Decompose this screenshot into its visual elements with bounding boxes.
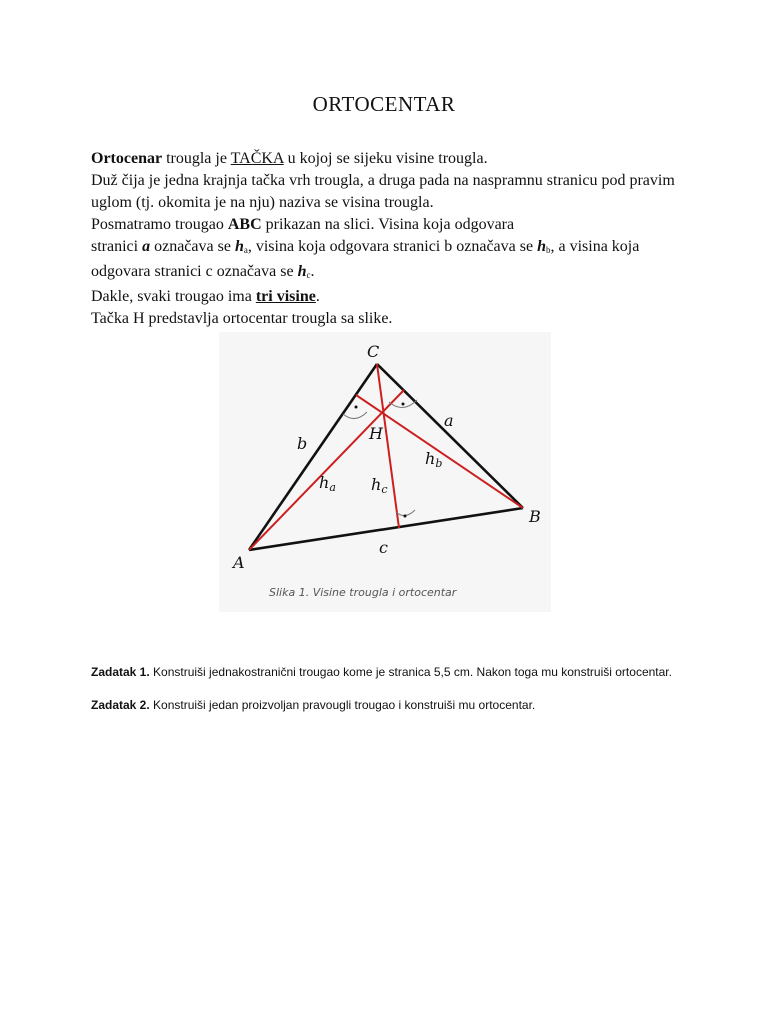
- three-altitudes-paragraph: [91, 286, 691, 308]
- task-2-text: Konstruiši jedan proizvoljan pravougli trougao i konstruiši mu ortocentar.: [149, 698, 536, 712]
- vertex-label-a: A: [233, 553, 245, 572]
- definition-paragraph: [91, 148, 691, 170]
- page-title: ORTOCENTAR: [312, 92, 456, 116]
- task-1-text: Konstruiši jednakostranični trougao kome je stranica 5,5 cm. Nakon toga mu konstruiši ortocentar.: [149, 665, 672, 679]
- notation-text-3: stranici: [91, 238, 143, 255]
- notation-text-6: , a visina koja odgovara stranici c označava se: [91, 238, 640, 280]
- notation-paragraph: [91, 214, 691, 286]
- triangle-name: ABC: [227, 216, 262, 233]
- right-angle-dot-a: [402, 403, 405, 406]
- hb-symbol: h: [537, 238, 546, 255]
- notation-text-2: prikazan na slici. Visina koja odgovara: [261, 216, 515, 233]
- altitude-definition-paragraph: Duž čija je jedna krajnja tačka vrh trougla, a druga pada na naspramnu stranicu pod pravim uglom (tj. okomita je na nju) naziva se visina trougla.: [91, 172, 675, 211]
- right-angle-dot-b: [355, 406, 358, 409]
- three-altitudes-end: .: [315, 288, 320, 305]
- task-2: [91, 695, 691, 716]
- task-2-label: Zadatak 2.: [91, 698, 150, 712]
- notation-text-4: označava se: [150, 238, 235, 255]
- task-1: [91, 662, 691, 683]
- hb-subscript: b: [545, 245, 551, 255]
- right-angle-dot-c: [404, 515, 407, 518]
- term-ortocentar: Ortocenar: [91, 150, 163, 167]
- vertex-label-c: C: [367, 342, 380, 361]
- notation-text-1: Posmatramo trougao: [91, 216, 228, 233]
- term-tacka: TAČKA: [230, 150, 284, 167]
- right-angle-mark-b: [343, 412, 367, 419]
- vertex-label-b: B: [529, 507, 541, 526]
- definition-text-2: u kojoj se sijeku visine trougla.: [283, 150, 488, 167]
- side-a-line: [377, 364, 523, 508]
- intro-text: [91, 148, 691, 330]
- notation-text-5: , visina koja odgovara stranici b označava se: [247, 238, 538, 255]
- three-altitudes-text: Dakle, svaki trougao ima: [91, 288, 256, 305]
- hc-symbol: h: [297, 263, 307, 280]
- hc-subscript: c: [306, 270, 311, 280]
- altitude-label-hc: hc: [371, 475, 388, 496]
- tasks-section: [91, 662, 691, 728]
- side-label-c: c: [379, 538, 388, 557]
- altitude-label-hb: hb: [425, 449, 443, 470]
- side-b-line: [249, 364, 377, 550]
- task-1-label: Zadatak 1.: [91, 665, 150, 679]
- orthocenter-label-h: H: [369, 424, 383, 443]
- altitude-hc-line: [377, 364, 399, 528]
- side-a-symbol: a: [142, 238, 151, 255]
- side-label-a: a: [444, 411, 454, 430]
- ha-subscript: a: [243, 245, 248, 255]
- side-label-b: b: [297, 434, 308, 453]
- altitude-label-ha: ha: [319, 473, 336, 494]
- definition-text-1: trougla je: [162, 150, 231, 167]
- triangle-diagram: [219, 332, 551, 612]
- three-altitudes-emphasis: tri visine: [255, 288, 316, 305]
- triangle-figure: [219, 332, 551, 612]
- notation-text-7: .: [310, 263, 315, 280]
- altitude-ha-line: [249, 390, 404, 550]
- orthocenter-paragraph: Tačka H predstavlja ortocentar trougla sa slike.: [91, 310, 393, 327]
- ha-symbol: h: [234, 238, 244, 255]
- figure-caption: Slika 1. Visine trougla i ortocentar: [269, 586, 457, 599]
